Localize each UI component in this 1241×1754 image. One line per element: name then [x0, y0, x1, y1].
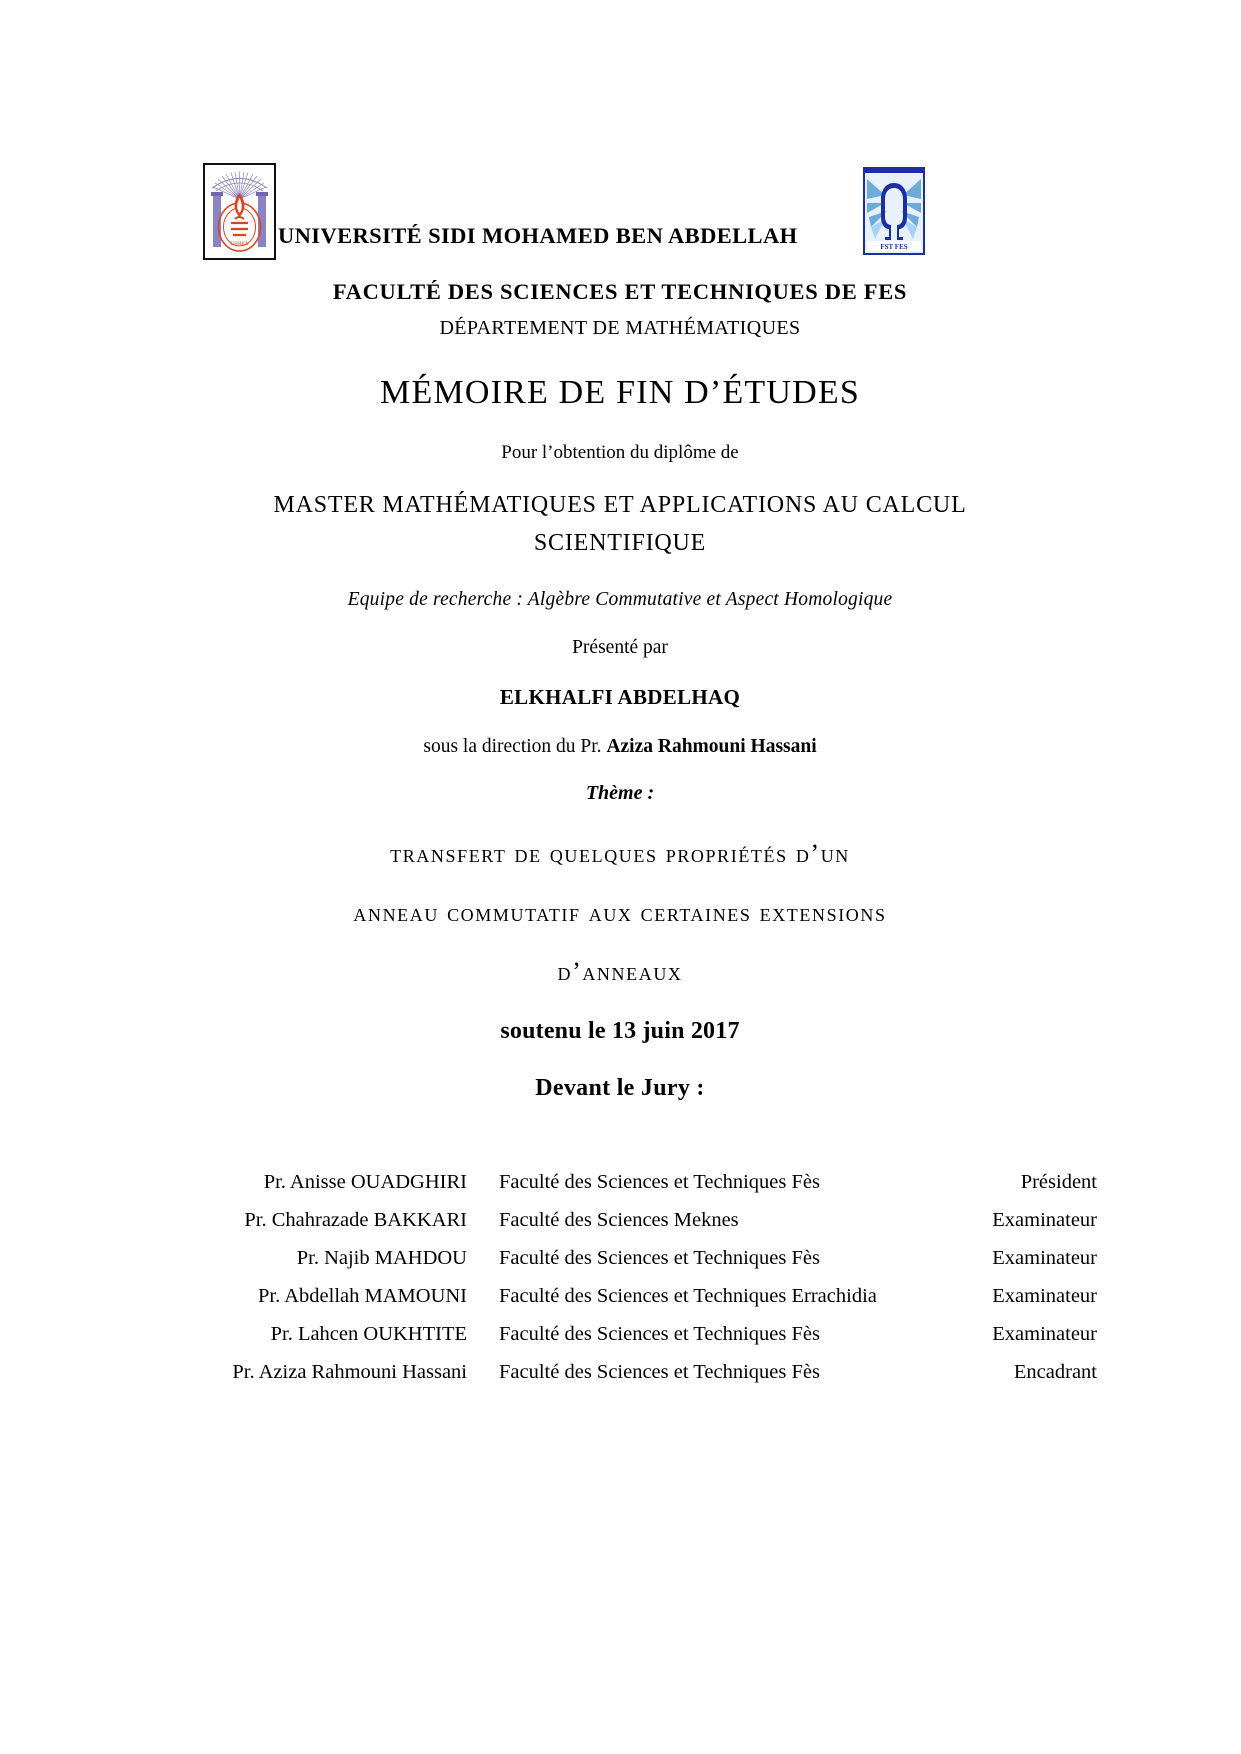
- jury-table-body: [175, 1164, 1097, 1392]
- jury-member-affiliation: Faculté des Sciences Meknes: [499, 1208, 739, 1231]
- table-row: [175, 1354, 1097, 1392]
- title-page-content: [175, 0, 1097, 1392]
- purpose-line: Pour l’obtention du diplôme de: [501, 442, 739, 463]
- jury-member-affiliation: Faculté des Sciences et Techniques Fès: [499, 1360, 820, 1383]
- table-row: [175, 1202, 1097, 1240]
- university-name: UNIVERSITÉ SIDI MOHAMED BEN ABDELLAH: [278, 223, 798, 248]
- header-row: [175, 165, 1065, 275]
- table-row: [175, 1164, 1097, 1202]
- thesis-title-line-1: transfert de quelques propriétés d’un: [390, 838, 850, 868]
- defense-date: soutenu le 13 juin 2017: [500, 1017, 740, 1044]
- presented-by-label: Présenté par: [572, 636, 668, 658]
- jury-member-affiliation: Faculté des Sciences et Techniques Fès: [499, 1246, 820, 1269]
- department-name: DÉPARTEMENT DE MATHÉMATIQUES: [439, 317, 801, 339]
- thesis-title-line-2: anneau commutatif aux certaines extensions: [353, 897, 887, 927]
- jury-heading: Devant le Jury :: [535, 1074, 705, 1101]
- degree-name: [175, 486, 1065, 563]
- usmba-logo-icon: [203, 163, 276, 260]
- jury-member-role: Examinateur: [992, 1322, 1097, 1345]
- supervision-line: [175, 736, 1065, 758]
- jury-member-role: Examinateur: [992, 1208, 1097, 1231]
- jury-member-affiliation: Faculté des Sciences et Techniques Fès: [499, 1322, 820, 1345]
- degree-line-1: MASTER MATHÉMATIQUES ET APPLICATIONS AU CALCUL: [273, 492, 967, 518]
- jury-member-name: Pr. Anisse OUADGHIRI: [263, 1170, 467, 1193]
- svg-text:USMBA: USMBA: [230, 242, 249, 247]
- degree-line-2: SCIENTIFIQUE: [533, 530, 707, 557]
- jury-member-name: Pr. Chahrazade BAKKARI: [244, 1208, 467, 1231]
- svg-text:FST FES: FST FES: [880, 243, 908, 251]
- jury-member-name: Pr. Lahcen OUKHTITE: [270, 1322, 467, 1345]
- jury-member-role: Examinateur: [992, 1284, 1097, 1307]
- jury-member-name: Pr. Najib MAHDOU: [296, 1246, 467, 1269]
- author-name: ELKHALFI ABDELHAQ: [499, 684, 741, 709]
- fst-fes-logo-icon: [863, 167, 925, 255]
- jury-member-name: Pr. Abdellah MAMOUNI: [258, 1284, 467, 1307]
- jury-table: [175, 1164, 1097, 1392]
- jury-member-role: Examinateur: [992, 1246, 1097, 1269]
- thesis-title: [175, 838, 1065, 986]
- table-row: [175, 1278, 1097, 1316]
- jury-member-affiliation: Faculté des Sciences et Techniques Errachidia: [499, 1284, 877, 1307]
- table-row: [175, 1240, 1097, 1278]
- table-row: [175, 1316, 1097, 1354]
- theme-label: Thème :: [585, 781, 655, 804]
- jury-member-affiliation: Faculté des Sciences et Techniques Fès: [499, 1170, 820, 1193]
- jury-member-role: Président: [1020, 1170, 1097, 1193]
- thesis-title-line-3: d’anneaux: [557, 956, 683, 986]
- research-team: Equipe de recherche : Algèbre Commutative et Aspect Homologique: [347, 588, 893, 610]
- document-kind: MÉMOIRE DE FIN D’ÉTUDES: [380, 374, 860, 411]
- supervision-prefix: sous la direction du Pr.: [423, 735, 607, 757]
- jury-member-name: Pr. Aziza Rahmouni Hassani: [232, 1360, 467, 1383]
- faculty-name: FACULTÉ DES SCIENCES ET TECHNIQUES DE FES: [332, 279, 908, 304]
- supervisor-name: Aziza Rahmouni Hassani: [606, 735, 817, 757]
- jury-member-role: Encadrant: [1013, 1360, 1097, 1383]
